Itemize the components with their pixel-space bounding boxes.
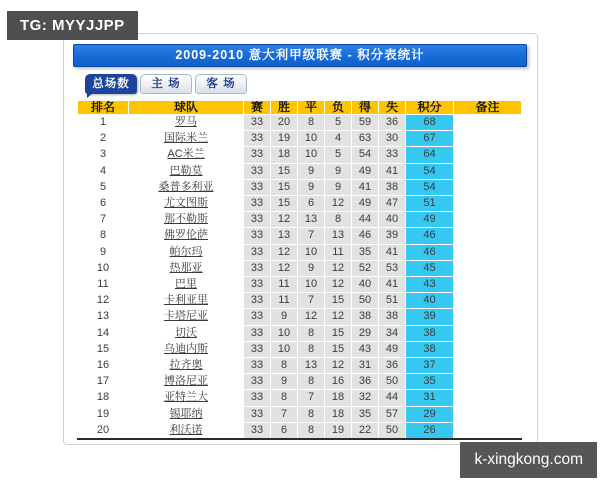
gf-cell: 43 xyxy=(352,342,378,357)
lost-cell: 11 xyxy=(325,245,351,260)
points-cell: 67 xyxy=(406,131,453,146)
drawn-cell: 9 xyxy=(298,180,324,195)
rank-cell: 1 xyxy=(78,115,128,130)
points-cell: 46 xyxy=(406,228,453,243)
gf-cell: 50 xyxy=(352,293,378,308)
ga-cell: 33 xyxy=(379,147,405,162)
column-header: 得 xyxy=(352,101,378,114)
gf-cell: 35 xyxy=(352,245,378,260)
team-link[interactable]: AC米兰 xyxy=(167,148,205,161)
ga-cell: 41 xyxy=(379,277,405,292)
points-cell: 54 xyxy=(406,164,453,179)
played-cell: 33 xyxy=(244,115,270,130)
gf-cell: 49 xyxy=(352,164,378,179)
gf-cell: 63 xyxy=(352,131,378,146)
team-cell xyxy=(129,326,243,341)
team-link[interactable]: 帕尔玛 xyxy=(169,245,203,258)
played-cell: 33 xyxy=(244,358,270,373)
lost-cell: 9 xyxy=(325,164,351,179)
table-bottom-border xyxy=(77,438,522,440)
table-row xyxy=(78,423,521,438)
drawn-cell: 8 xyxy=(298,326,324,341)
won-cell: 10 xyxy=(271,326,297,341)
played-cell: 33 xyxy=(244,196,270,211)
column-header: 排名 xyxy=(78,101,128,114)
remark-cell xyxy=(454,131,521,146)
team-cell xyxy=(129,180,243,195)
won-cell: 6 xyxy=(271,423,297,438)
rank-cell: 16 xyxy=(78,358,128,373)
drawn-cell: 10 xyxy=(298,277,324,292)
points-cell: 35 xyxy=(406,374,453,389)
rank-cell: 13 xyxy=(78,309,128,324)
table-row xyxy=(78,147,521,162)
lost-cell: 19 xyxy=(325,423,351,438)
won-cell: 18 xyxy=(271,147,297,162)
played-cell: 33 xyxy=(244,407,270,422)
remark-cell xyxy=(454,374,521,389)
drawn-cell: 10 xyxy=(298,245,324,260)
points-cell: 31 xyxy=(406,390,453,405)
points-cell: 38 xyxy=(406,326,453,341)
ga-cell: 36 xyxy=(379,358,405,373)
played-cell: 33 xyxy=(244,131,270,146)
rank-cell: 9 xyxy=(78,245,128,260)
played-cell: 33 xyxy=(244,180,270,195)
won-cell: 12 xyxy=(271,245,297,260)
played-cell: 33 xyxy=(244,245,270,260)
column-header: 失 xyxy=(379,101,405,114)
lost-cell: 12 xyxy=(325,196,351,211)
points-cell: 45 xyxy=(406,261,453,276)
remark-cell xyxy=(454,245,521,260)
points-cell: 40 xyxy=(406,293,453,308)
won-cell: 20 xyxy=(271,115,297,130)
gf-cell: 40 xyxy=(352,277,378,292)
team-cell xyxy=(129,196,243,211)
rank-cell: 18 xyxy=(78,390,128,405)
lost-cell: 15 xyxy=(325,342,351,357)
won-cell: 8 xyxy=(271,358,297,373)
drawn-cell: 10 xyxy=(298,147,324,162)
ga-cell: 36 xyxy=(379,115,405,130)
drawn-cell: 8 xyxy=(298,374,324,389)
played-cell: 33 xyxy=(244,147,270,162)
rank-cell: 10 xyxy=(78,261,128,276)
ga-cell: 44 xyxy=(379,390,405,405)
drawn-cell: 12 xyxy=(298,309,324,324)
ga-cell: 51 xyxy=(379,293,405,308)
ga-cell: 47 xyxy=(379,196,405,211)
played-cell: 33 xyxy=(244,164,270,179)
remark-cell xyxy=(454,358,521,373)
played-cell: 33 xyxy=(244,423,270,438)
team-link[interactable]: 亚特兰大 xyxy=(164,391,208,404)
ga-cell: 30 xyxy=(379,131,405,146)
column-header: 赛 xyxy=(244,101,270,114)
drawn-cell: 8 xyxy=(298,115,324,130)
ga-cell: 57 xyxy=(379,407,405,422)
ga-cell: 50 xyxy=(379,374,405,389)
team-link[interactable]: 热那亚 xyxy=(169,261,203,274)
played-cell: 33 xyxy=(244,309,270,324)
standings-body xyxy=(78,115,521,438)
ga-cell: 53 xyxy=(379,261,405,276)
standings-table xyxy=(77,100,522,439)
team-link[interactable]: 锡耶纳 xyxy=(169,407,203,420)
table-row xyxy=(78,115,521,130)
table-row xyxy=(78,212,521,227)
team-link[interactable]: 拉齐奥 xyxy=(169,359,203,372)
ga-cell: 41 xyxy=(379,245,405,260)
team-link[interactable]: 巴勒莫 xyxy=(169,164,203,177)
team-link[interactable]: 那不勒斯 xyxy=(164,213,208,226)
table-row xyxy=(78,277,521,292)
gf-cell: 44 xyxy=(352,212,378,227)
ga-cell: 50 xyxy=(379,423,405,438)
team-cell xyxy=(129,131,243,146)
won-cell: 11 xyxy=(271,293,297,308)
played-cell: 33 xyxy=(244,374,270,389)
team-cell xyxy=(129,212,243,227)
team-link[interactable]: 国际米兰 xyxy=(164,132,208,145)
points-cell: 38 xyxy=(406,342,453,357)
points-cell: 39 xyxy=(406,309,453,324)
team-cell xyxy=(129,309,243,324)
lost-cell: 12 xyxy=(325,309,351,324)
page-title: 2009-2010 意大利甲级联赛 - 积分表统计 xyxy=(73,44,527,67)
remark-cell xyxy=(454,326,521,341)
team-link[interactable]: 罗马 xyxy=(175,116,197,128)
points-cell: 43 xyxy=(406,277,453,292)
played-cell: 33 xyxy=(244,390,270,405)
remark-cell xyxy=(454,212,521,227)
team-cell xyxy=(129,358,243,373)
team-link[interactable]: 佛罗伦萨 xyxy=(164,229,208,242)
won-cell: 15 xyxy=(271,180,297,195)
table-row xyxy=(78,245,521,260)
rank-cell: 20 xyxy=(78,423,128,438)
gf-cell: 41 xyxy=(352,180,378,195)
ga-cell: 49 xyxy=(379,342,405,357)
team-link[interactable]: 利沃诺 xyxy=(169,423,203,436)
column-header: 胜 xyxy=(271,101,297,114)
played-cell: 33 xyxy=(244,293,270,308)
drawn-cell: 10 xyxy=(298,131,324,146)
remark-cell xyxy=(454,115,521,130)
remark-cell xyxy=(454,277,521,292)
gf-cell: 35 xyxy=(352,407,378,422)
remark-cell xyxy=(454,342,521,357)
table-row xyxy=(78,196,521,211)
ga-cell: 40 xyxy=(379,212,405,227)
table-row xyxy=(78,390,521,405)
won-cell: 8 xyxy=(271,390,297,405)
rank-cell: 17 xyxy=(78,374,128,389)
rank-cell: 11 xyxy=(78,277,128,292)
team-cell xyxy=(129,115,243,130)
drawn-cell: 8 xyxy=(298,407,324,422)
won-cell: 15 xyxy=(271,164,297,179)
team-cell xyxy=(129,342,243,357)
gf-cell: 52 xyxy=(352,261,378,276)
won-cell: 7 xyxy=(271,407,297,422)
played-cell: 33 xyxy=(244,212,270,227)
watermark-telegram: TG: MYYJJPP xyxy=(7,11,138,40)
lost-cell: 8 xyxy=(325,212,351,227)
gf-cell: 54 xyxy=(352,147,378,162)
rank-cell: 8 xyxy=(78,228,128,243)
won-cell: 13 xyxy=(271,228,297,243)
team-link[interactable]: 巴里 xyxy=(175,278,197,291)
drawn-cell: 7 xyxy=(298,390,324,405)
ga-cell: 38 xyxy=(379,309,405,324)
watermark-site: k-xingkong.com xyxy=(460,442,597,478)
team-link[interactable]: 乌迪内斯 xyxy=(164,342,208,355)
remark-cell xyxy=(454,196,521,211)
header-row xyxy=(78,101,521,114)
lost-cell: 15 xyxy=(325,326,351,341)
rank-cell: 19 xyxy=(78,407,128,422)
drawn-cell: 8 xyxy=(298,423,324,438)
gf-cell: 22 xyxy=(352,423,378,438)
remark-cell xyxy=(454,407,521,422)
team-link[interactable]: 卡利亚里 xyxy=(164,294,208,307)
lost-cell: 9 xyxy=(325,180,351,195)
lost-cell: 12 xyxy=(325,277,351,292)
ga-cell: 38 xyxy=(379,180,405,195)
team-link[interactable]: 桑普多利亚 xyxy=(158,180,214,193)
team-cell xyxy=(129,423,243,438)
points-cell: 64 xyxy=(406,147,453,162)
lost-cell: 18 xyxy=(325,407,351,422)
lost-cell: 5 xyxy=(325,147,351,162)
gf-cell: 36 xyxy=(352,374,378,389)
played-cell: 33 xyxy=(244,261,270,276)
team-cell xyxy=(129,147,243,162)
table-row xyxy=(78,326,521,341)
won-cell: 19 xyxy=(271,131,297,146)
drawn-cell: 13 xyxy=(298,358,324,373)
rank-cell: 12 xyxy=(78,293,128,308)
points-cell: 68 xyxy=(406,115,453,130)
rank-cell: 7 xyxy=(78,212,128,227)
team-link[interactable]: 卡塔尼亚 xyxy=(164,310,208,323)
remark-cell xyxy=(454,309,521,324)
remark-cell xyxy=(454,164,521,179)
played-cell: 33 xyxy=(244,228,270,243)
lost-cell: 12 xyxy=(325,261,351,276)
drawn-cell: 9 xyxy=(298,261,324,276)
remark-cell xyxy=(454,390,521,405)
team-cell xyxy=(129,293,243,308)
rank-cell: 6 xyxy=(78,196,128,211)
remark-cell xyxy=(454,423,521,438)
rank-cell: 3 xyxy=(78,147,128,162)
column-header: 负 xyxy=(325,101,351,114)
won-cell: 12 xyxy=(271,261,297,276)
tab-home[interactable]: 主 场 xyxy=(140,74,192,94)
table-row xyxy=(78,407,521,422)
table-row xyxy=(78,180,521,195)
rank-cell: 5 xyxy=(78,180,128,195)
lost-cell: 15 xyxy=(325,293,351,308)
drawn-cell: 7 xyxy=(298,228,324,243)
drawn-cell: 7 xyxy=(298,293,324,308)
played-cell: 33 xyxy=(244,326,270,341)
ga-cell: 39 xyxy=(379,228,405,243)
points-cell: 37 xyxy=(406,358,453,373)
lost-cell: 13 xyxy=(325,228,351,243)
drawn-cell: 6 xyxy=(298,196,324,211)
gf-cell: 31 xyxy=(352,358,378,373)
remark-cell xyxy=(454,293,521,308)
table-row xyxy=(78,374,521,389)
gf-cell: 59 xyxy=(352,115,378,130)
lost-cell: 18 xyxy=(325,390,351,405)
team-cell xyxy=(129,245,243,260)
table-row xyxy=(78,293,521,308)
drawn-cell: 9 xyxy=(298,164,324,179)
drawn-cell: 8 xyxy=(298,342,324,357)
rank-cell: 15 xyxy=(78,342,128,357)
rank-cell: 4 xyxy=(78,164,128,179)
tab-away[interactable]: 客 场 xyxy=(195,74,247,94)
won-cell: 9 xyxy=(271,309,297,324)
gf-cell: 32 xyxy=(352,390,378,405)
ga-cell: 41 xyxy=(379,164,405,179)
won-cell: 10 xyxy=(271,342,297,357)
team-link[interactable]: 博洛尼亚 xyxy=(164,375,208,388)
column-header: 球队 xyxy=(129,101,243,114)
table-row xyxy=(78,261,521,276)
table-row xyxy=(78,131,521,146)
drawn-cell: 13 xyxy=(298,212,324,227)
team-cell xyxy=(129,228,243,243)
points-cell: 49 xyxy=(406,212,453,227)
rank-cell: 2 xyxy=(78,131,128,146)
team-cell xyxy=(129,407,243,422)
lost-cell: 4 xyxy=(325,131,351,146)
table-row xyxy=(78,309,521,324)
column-header: 积分 xyxy=(406,101,453,114)
scope-tabs xyxy=(85,74,247,94)
tab-total[interactable]: 总场数 xyxy=(85,74,137,94)
column-header: 备注 xyxy=(454,101,521,114)
team-cell xyxy=(129,374,243,389)
points-cell: 46 xyxy=(406,245,453,260)
won-cell: 11 xyxy=(271,277,297,292)
lost-cell: 16 xyxy=(325,374,351,389)
played-cell: 33 xyxy=(244,277,270,292)
gf-cell: 38 xyxy=(352,309,378,324)
gf-cell: 46 xyxy=(352,228,378,243)
team-cell xyxy=(129,277,243,292)
gf-cell: 49 xyxy=(352,196,378,211)
ga-cell: 34 xyxy=(379,326,405,341)
won-cell: 15 xyxy=(271,196,297,211)
team-cell xyxy=(129,164,243,179)
points-cell: 29 xyxy=(406,407,453,422)
remark-cell xyxy=(454,261,521,276)
gf-cell: 29 xyxy=(352,326,378,341)
lost-cell: 5 xyxy=(325,115,351,130)
table-row xyxy=(78,164,521,179)
team-cell xyxy=(129,261,243,276)
table-row xyxy=(78,358,521,373)
remark-cell xyxy=(454,180,521,195)
remark-cell xyxy=(454,147,521,162)
won-cell: 12 xyxy=(271,212,297,227)
played-cell: 33 xyxy=(244,342,270,357)
team-link[interactable]: 切沃 xyxy=(175,326,197,339)
team-link[interactable]: 尤文图斯 xyxy=(164,197,208,210)
won-cell: 9 xyxy=(271,374,297,389)
points-cell: 26 xyxy=(406,423,453,438)
team-cell xyxy=(129,390,243,405)
rank-cell: 14 xyxy=(78,326,128,341)
remark-cell xyxy=(454,228,521,243)
points-cell: 54 xyxy=(406,180,453,195)
lost-cell: 12 xyxy=(325,358,351,373)
points-cell: 51 xyxy=(406,196,453,211)
column-header: 平 xyxy=(298,101,324,114)
table-row xyxy=(78,342,521,357)
table-row xyxy=(78,228,521,243)
